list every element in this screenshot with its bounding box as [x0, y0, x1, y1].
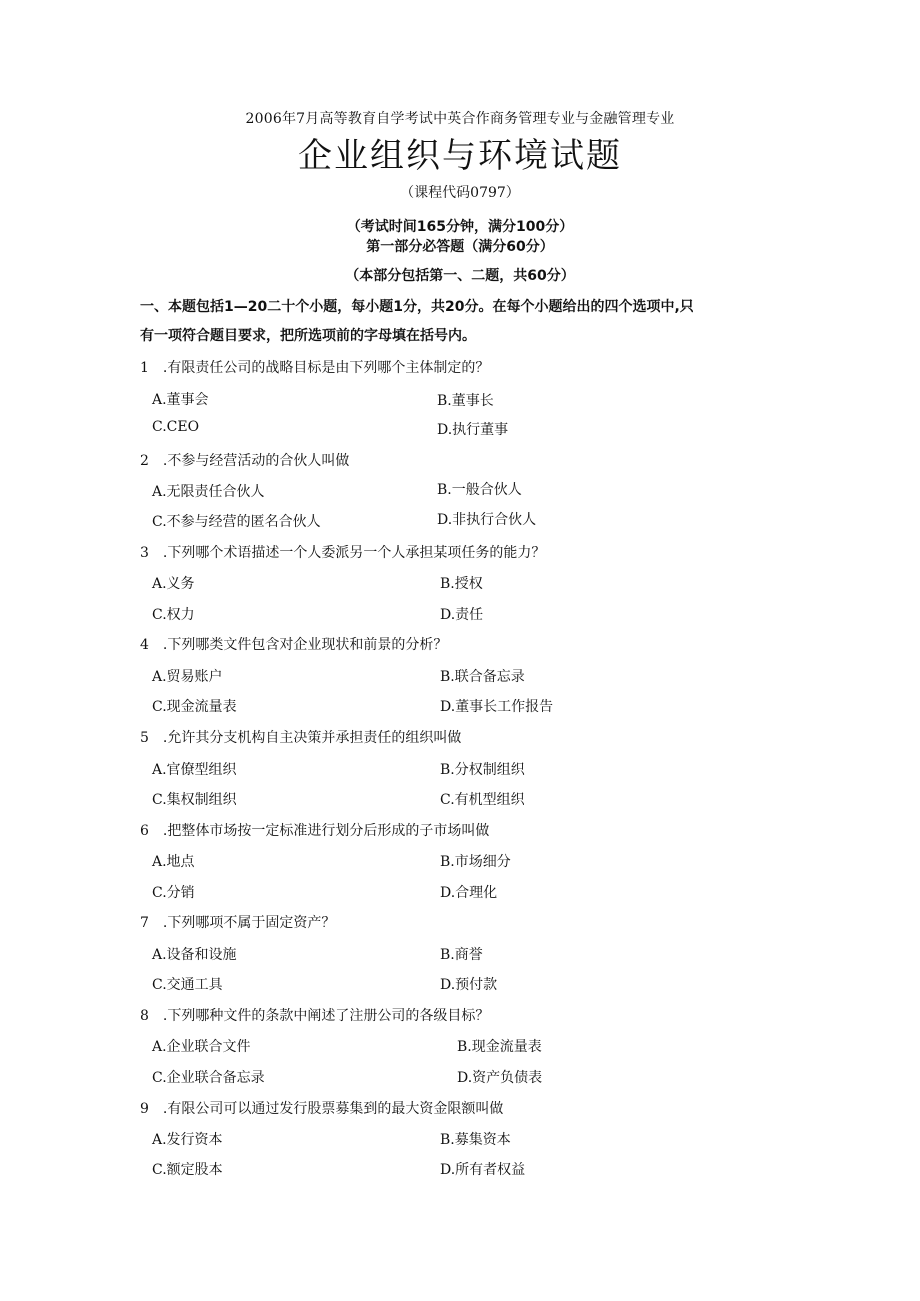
question-7: 7 .下列哪项不属于固定资产？ — [140, 915, 336, 931]
q7-option-d: D.预付款 — [440, 977, 498, 993]
question-9: 9 .有限公司可以通过发行股票募集到的最大资金限额叫做 — [140, 1101, 504, 1117]
q3-option-b: B.授权 — [440, 576, 483, 592]
part-title: 第一部分必答题（满分60分） — [366, 239, 554, 255]
q9-option-a: A.发行资本 — [152, 1132, 223, 1148]
q2-option-a: A.无限责任合伙人 — [152, 484, 265, 500]
exam-time: （考试时间165分钟，满分100分） — [346, 219, 574, 235]
q8-option-d: D.资产负债表 — [457, 1070, 543, 1086]
q6-option-a: A.地点 — [152, 854, 195, 870]
q4-option-b: B.联合备忘录 — [440, 669, 525, 685]
q5-option-c: C.集权制组织 — [152, 792, 237, 808]
q9-option-c: C.额定股本 — [152, 1162, 223, 1178]
q1-option-d: D.执行董事 — [437, 422, 509, 438]
question-8: 8 .下列哪种文件的条款中阐述了注册公司的各级目标？ — [140, 1008, 490, 1024]
q1-option-b: B.董事长 — [437, 393, 494, 409]
q6-option-b: B.市场细分 — [440, 854, 511, 870]
question-2: 2 .不参与经营活动的合伙人叫做 — [140, 453, 350, 469]
q5-option-b: B.分权制组织 — [440, 762, 525, 778]
instruction-line-2: 有一项符合题目要求，把所选项前的字母填在括号内。 — [140, 328, 476, 344]
q9-option-d: D.所有者权益 — [440, 1162, 526, 1178]
question-1: 1 .有限责任公司的战略目标是由下列哪个主体制定的？ — [140, 360, 490, 376]
course-code: （课程代码0797） — [400, 185, 520, 201]
q6-option-c: C.分销 — [152, 885, 195, 901]
question-5: 5 .允许其分支机构自主决策并承担责任的组织叫做 — [140, 730, 462, 746]
q3-option-a: A.义务 — [152, 576, 195, 592]
question-3: 3 .下列哪个术语描述一个人委派另一个人承担某项任务的能力？ — [140, 545, 546, 561]
q3-option-d: D.责任 — [440, 607, 484, 623]
q4-option-a: A.贸易账户 — [152, 669, 223, 685]
q8-option-a: A.企业联合文件 — [152, 1039, 251, 1055]
q2-option-b: B.一般合伙人 — [437, 482, 522, 498]
q4-option-c: C.现金流量表 — [152, 699, 237, 715]
q2-option-c: C.不参与经营的匿名合伙人 — [152, 514, 321, 530]
exam-title: 企业组织与环境试题 — [298, 136, 622, 176]
question-6: 6 .把整体市场按一定标准进行划分后形成的子市场叫做 — [140, 823, 490, 839]
q7-option-a: A.设备和设施 — [152, 947, 237, 963]
q3-option-c: C.权力 — [152, 607, 195, 623]
q8-option-c: C.企业联合备忘录 — [152, 1070, 265, 1086]
q5-option-a: A.官僚型组织 — [152, 762, 237, 778]
q1-option-a: A.董事会 — [152, 392, 209, 408]
q2-option-d: D.非执行合伙人 — [437, 512, 537, 528]
exam-subtitle: 2006年7月高等教育自学考试中英合作商务管理专业与金融管理专业 — [245, 111, 675, 127]
q6-option-d: D.合理化 — [440, 885, 498, 901]
q5-option-d: C.有机型组织 — [440, 792, 525, 808]
q8-option-b: B.现金流量表 — [457, 1039, 542, 1055]
q7-option-c: C.交通工具 — [152, 977, 223, 993]
question-4: 4 .下列哪类文件包含对企业现状和前景的分析？ — [140, 637, 448, 653]
q4-option-d: D.董事长工作报告 — [440, 699, 554, 715]
q9-option-b: B.募集资本 — [440, 1132, 511, 1148]
instruction-line-1: 一、本题包括1—20二十个小题，每小题1分，共20分。在每个小题给出的四个选项中,只 — [140, 299, 694, 315]
q7-option-b: B.商誉 — [440, 947, 483, 963]
q1-option-c: C.CEO — [152, 419, 200, 435]
part-note: （本部分包括第一、二题，共60分） — [345, 268, 575, 284]
